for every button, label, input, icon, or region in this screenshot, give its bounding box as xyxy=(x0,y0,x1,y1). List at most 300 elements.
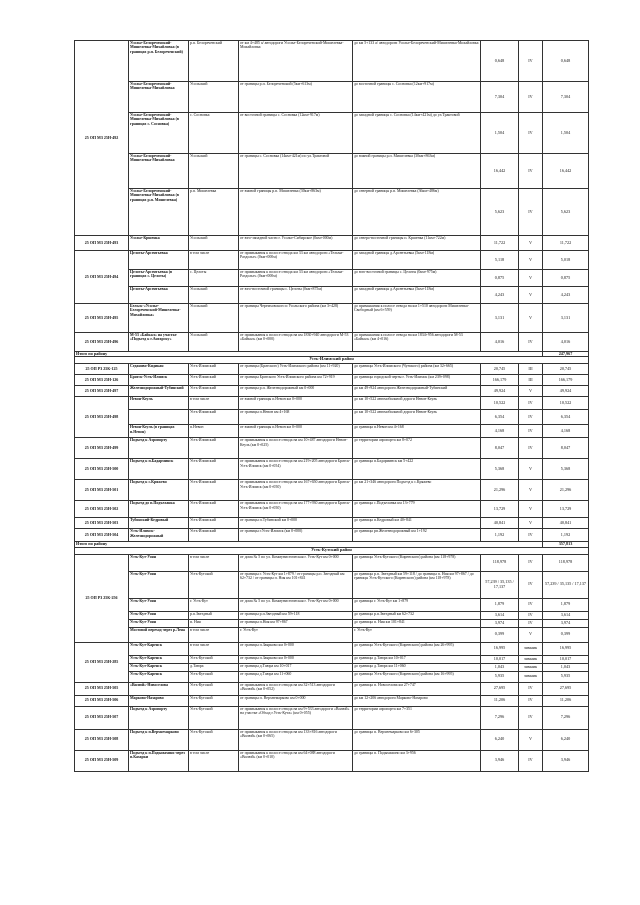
road-length: 7,304 xyxy=(481,82,519,113)
road-category: V xyxy=(519,304,543,333)
road-name xyxy=(129,410,189,425)
road-start: от примыкания к полосе отвода на км 219+205 автодороги Братск-Усть-Илимск (км 0+054) xyxy=(239,459,353,480)
road-code: 25 ОП РЗ 25К-256 xyxy=(75,554,129,642)
road-total: 6,240 xyxy=(543,729,589,750)
road-length: 7,296 xyxy=(481,706,519,729)
road-district: г. Усть-Кут xyxy=(189,598,239,611)
road-length: 118,978 xyxy=(481,554,519,571)
road-name: Усолье-Кршенка xyxy=(129,236,189,251)
table-row xyxy=(75,304,589,333)
road-total: 7,296 xyxy=(543,706,589,729)
road-start: от границы п.Заярково км 0+000 xyxy=(239,642,353,655)
road-category: V xyxy=(519,518,543,529)
road-district: в том числе xyxy=(189,397,239,410)
road-length: 0,875 xyxy=(481,270,519,287)
road-total: 5,368 xyxy=(543,459,589,480)
road-name: Усолье-Белореченский-Мишелевка-Михайловка xyxy=(129,82,189,113)
road-end: до восточной границы с. Сосновка (12км+917м) xyxy=(353,82,481,113)
road-name: Невон-Кеуль (в границах п.Невон) xyxy=(129,425,189,438)
road-district: Усть-Илимский xyxy=(189,438,239,459)
road-length: 6,240 xyxy=(481,729,519,750)
table-row xyxy=(75,598,589,611)
road-category: V xyxy=(519,270,543,287)
road-total: 21,296 xyxy=(543,480,589,501)
road-total: 3,131 xyxy=(543,304,589,333)
road-end: до западной границы с. Сосновка (14км+421м) до ул.Трактовой xyxy=(353,113,481,154)
road-code: 25 ОП МЗ 25Н-499 xyxy=(75,438,129,459)
table-row xyxy=(75,663,589,671)
road-total: 6,354 xyxy=(543,410,589,425)
road-length: 4,016 xyxy=(481,333,519,352)
road-length: 16,442 xyxy=(481,154,519,189)
road-district: Усольский xyxy=(189,82,239,113)
road-end: до границы п. Подымахино км 3+956 xyxy=(353,750,481,771)
road-category: IV xyxy=(519,113,543,154)
section-row xyxy=(75,357,589,364)
road-start: от границы г. Усть-Кут км 1+879 / от границы р.п. Звездный км 62+732 / от границы п. Ния км 101+841 xyxy=(239,571,353,598)
road-end: до западной границы д.Арсентьевка (5км+118м) xyxy=(353,251,481,270)
road-name: Усть-Кут-Уоян xyxy=(129,611,189,619)
road-district: п. Ния xyxy=(189,619,239,627)
road-name: Усолье-Белореченский-Мишелевка-Михайловка (в границах р.п. Белореченский) xyxy=(129,41,189,82)
road-district: в том числе xyxy=(189,627,239,642)
road-start: от границы д.Таюра км 11+060 xyxy=(239,671,353,682)
road-category: зимник xyxy=(519,671,543,682)
road-category: V xyxy=(519,459,543,480)
table-row xyxy=(75,364,589,375)
road-category: V xyxy=(519,287,543,304)
road-end: до северной границы р.п. Мишелевка (36км+486м) xyxy=(353,189,481,236)
road-length: 0,399 xyxy=(481,627,519,642)
table-row xyxy=(75,375,589,386)
road-end: до северо-восточной границы п. Кршенка (11км+722м) xyxy=(353,236,481,251)
road-total: 4,016 xyxy=(543,333,589,352)
road-district: Усольский xyxy=(189,287,239,304)
road-start: от границы р.п. Белореченский (5км+613м) xyxy=(239,82,353,113)
road-category: IV xyxy=(519,41,543,82)
road-code: 25 ОП МЗ 25Н-509 xyxy=(75,750,129,771)
table-row xyxy=(75,706,589,729)
road-end: до границы с.Подъеланка км 13+779 xyxy=(353,501,481,518)
road-start: от примыкания к полосе отвода на км 167+650 автодороги Братск-Усть-Илимск (км 0+050) xyxy=(239,480,353,501)
road-end: до км 12+206 автодороги Марково-Назарово xyxy=(353,695,481,706)
road-total: 3,974 xyxy=(543,619,589,627)
table-row xyxy=(75,287,589,304)
road-length: 20,745 xyxy=(481,364,519,375)
road-district: Усть-Илимский xyxy=(189,375,239,386)
table-row xyxy=(75,189,589,236)
road-start: от границы п.Ния км 97+867 xyxy=(239,619,353,627)
road-category: IV xyxy=(519,571,543,598)
road-name: Подъезд к п.Подымахино через п.Казарки xyxy=(129,750,189,771)
road-name: Подъезд до п.Подъеланка xyxy=(129,501,189,518)
road-start: от примыкания к полосе отвода на км 9+533 автодороги «Вилюй» на участке «Обход г.Усть-Кута» (км 0+055) xyxy=(239,706,353,729)
road-total: 13,729 xyxy=(543,501,589,518)
road-code: 25 ОП МЗ 25Н-508 xyxy=(75,729,129,750)
road-category: зимник xyxy=(519,655,543,663)
road-code: 25 ОП МЗ 25Н-502 xyxy=(75,501,129,518)
road-start: от примыкания к полосе отвода км 33 км автодороги «Тельма-Раздолье» (0км+000м) xyxy=(239,270,353,287)
road-category: IV xyxy=(519,750,543,771)
road-start: от примыкания к полосе отвода на км 133+816 автодороги «Вилюй» (км 0+065) xyxy=(239,729,353,750)
road-end: до границы рп.Железнодорожный км 1+192 xyxy=(353,529,481,542)
road-total: 20,745 xyxy=(543,364,589,375)
road-start: от примыкания к полосе отвода на км 177+930 автодороги Братск-Усть-Илимск (км 0+050) xyxy=(239,501,353,518)
road-category: IV xyxy=(519,82,543,113)
road-length: 16,995 xyxy=(481,642,519,655)
table-row xyxy=(75,270,589,287)
road-category: IV xyxy=(519,554,543,571)
document-page xyxy=(74,40,588,772)
road-total: 1,879 xyxy=(543,598,589,611)
road-start: от примыкания к полосе отвода на км 10+487 автодороги Невон-Кеуль (км 0+025) xyxy=(239,438,353,459)
road-district: р.п.Звездный xyxy=(189,611,239,619)
road-code: 25 ОП МЗ 25Н-507 xyxy=(75,706,129,729)
road-start: от примыкания к полосе отвода на км 64+088 автодороги «Вилюй» (км 0+010) xyxy=(239,750,353,771)
road-start: от границы д.Таюра км 10+017 xyxy=(239,663,353,671)
table-row xyxy=(75,480,589,501)
road-end: до территории аэропорта км 8+072 xyxy=(353,438,481,459)
road-name: Седаново-Кидикан xyxy=(129,364,189,375)
road-district: Усть-Кутский xyxy=(189,706,239,729)
road-start: от дома № 5 по ул. Коммунистическая г. Усть-Кут км 0+000 xyxy=(239,598,353,611)
table-row xyxy=(75,236,589,251)
table-row xyxy=(75,529,589,542)
road-end: до км 5+133 а/ автодороги Усолье-Белореченский-Мишелевка-Михайловка xyxy=(353,41,481,82)
road-category: IV xyxy=(519,695,543,706)
road-length: 5,935 xyxy=(481,671,519,682)
road-district: Усольский xyxy=(189,154,239,189)
table-row xyxy=(75,501,589,518)
table-row xyxy=(75,113,589,154)
road-code: 25 ОП МЗ 25Н-500 xyxy=(75,459,129,480)
road-code: 25 ОП МЗ 25Н-496 xyxy=(75,333,129,352)
road-total: 27,695 xyxy=(543,682,589,695)
total-label: Итого по району xyxy=(75,352,543,357)
road-end: до границы п.Кедровый км 40+841 xyxy=(353,518,481,529)
road-category: зимник xyxy=(519,642,543,655)
road-district: Усть-Илимский xyxy=(189,518,239,529)
road-length: 57,239 / 35,135 / 17,137 xyxy=(481,571,519,598)
road-category: III xyxy=(519,364,543,375)
road-start: от восточной границы с. Сосновка (12км+917м) xyxy=(239,113,353,154)
road-length: 27,695 xyxy=(481,682,519,695)
road-category: IV xyxy=(519,425,543,438)
road-district: Усть-Кутский xyxy=(189,682,239,695)
road-name: Подъезд к п.Верхнемарково xyxy=(129,729,189,750)
road-total: 166,179 xyxy=(543,375,589,386)
road-code: 25 ОП МЗ 25Н-503 xyxy=(75,518,129,529)
table-row xyxy=(75,438,589,459)
road-code: 25 ОП МЗ 25Н-492 xyxy=(75,41,129,236)
road-total: 0,875 xyxy=(543,270,589,287)
road-category: V xyxy=(519,729,543,750)
table-row xyxy=(75,82,589,113)
road-category: IV xyxy=(519,598,543,611)
road-end: до юго-восточной границы с. Целоты (0км+975м) xyxy=(353,270,481,287)
road-start: от границы п.Невон км 4+168 xyxy=(239,410,353,425)
road-category: IV xyxy=(519,438,543,459)
road-start: от границы п.Заярково км 0+000 xyxy=(239,655,353,663)
road-category: V xyxy=(519,627,543,642)
road-name: «Вилюй»-Новоселова xyxy=(129,682,189,695)
road-total: 16,442 xyxy=(543,154,589,189)
road-district: Усть-Илимский xyxy=(189,480,239,501)
road-category: V xyxy=(519,236,543,251)
road-total: 8,047 xyxy=(543,438,589,459)
road-start: от границы с. Сосновка (14км+421м) по ул.Трактовой xyxy=(239,154,353,189)
road-start: от дома № 5 по ул. Коммунистическая г. Усть-Кут км 0+000 xyxy=(239,554,353,571)
road-total: 5,623 xyxy=(543,189,589,236)
road-name: Братск-Усть-Илимск xyxy=(129,375,189,386)
road-name: Усть-Кут-Каренск xyxy=(129,655,189,663)
table-row xyxy=(75,655,589,663)
table-row xyxy=(75,154,589,189)
road-length: 21,296 xyxy=(481,480,519,501)
road-total: 118,978 xyxy=(543,554,589,571)
road-length: 3,974 xyxy=(481,619,519,627)
road-district: Усть-Кутский xyxy=(189,729,239,750)
road-total: 57,239 / 35,135 / 17,137 xyxy=(543,571,589,598)
road-category: IV xyxy=(519,611,543,619)
road-name: Целоты-Арсентьевка xyxy=(129,287,189,304)
table-row xyxy=(75,619,589,627)
roads-table xyxy=(74,40,589,772)
road-end: до км 21+346 автодороги Подъезд к с.Кряжево xyxy=(353,480,481,501)
road-district: Усть-Кутский xyxy=(189,671,239,682)
road-name: Подъезд к с.Кряжево xyxy=(129,480,189,501)
road-length: 0,648 xyxy=(481,41,519,82)
road-code: 25 ОП МЗ 25Н-285 xyxy=(75,642,129,682)
road-length: 10,522 xyxy=(481,397,519,410)
road-end: до территории аэропорта км 7+351 xyxy=(353,706,481,729)
road-end: до границы городской черты г. Усть-Илимск (км 239+098) xyxy=(353,375,481,386)
road-district: Усть-Кутский xyxy=(189,655,239,663)
table-row xyxy=(75,671,589,682)
table-row xyxy=(75,695,589,706)
table-row xyxy=(75,729,589,750)
road-category: IV xyxy=(519,397,543,410)
road-end: до границы д.Таюра км 11+060 xyxy=(353,663,481,671)
road-district: с. Сосновка xyxy=(189,113,239,154)
table-row xyxy=(75,642,589,655)
road-code: 25 ОП РЗ 25К-125 xyxy=(75,364,129,375)
road-end: до границы п. Новоселова км 27+747 xyxy=(353,682,481,695)
road-start: от границы Черемховского и Усольского района (км 3+428) xyxy=(239,304,353,333)
road-total: 11,206 xyxy=(543,695,589,706)
road-code: 25 ОП МЗ 25Н-501 xyxy=(75,480,129,501)
road-start: от границы р.п.Звездный км 59+118 xyxy=(239,611,353,619)
road-length: 11,206 xyxy=(481,695,519,706)
road-district: с. Целоты xyxy=(189,270,239,287)
road-code: 25 ОП МЗ 25Н-504 xyxy=(75,529,129,542)
table-row xyxy=(75,459,589,480)
road-end: до км 49+924 автодороги Железнодорожный-Тубинский xyxy=(353,386,481,397)
road-name: Подъезд к Аэропорту xyxy=(129,706,189,729)
road-total: 7,304 xyxy=(543,82,589,113)
road-total: 3,614 xyxy=(543,611,589,619)
road-start: от границы р.п. Железнодорожный км 0+000 xyxy=(239,386,353,397)
road-total: 10,017 xyxy=(543,655,589,663)
table-row xyxy=(75,397,589,410)
road-length: 4,243 xyxy=(481,287,519,304)
road-district: Усть-Илимский xyxy=(189,529,239,542)
road-code: 25 ОП МЗ 25Н-497 xyxy=(75,386,129,397)
road-category: V xyxy=(519,386,543,397)
road-total: 4,168 xyxy=(543,425,589,438)
road-length: 1,879 xyxy=(481,598,519,611)
road-length: 11,722 xyxy=(481,236,519,251)
road-end: до границы Усть-Илимского (Чунского) района (км 32+665) xyxy=(353,364,481,375)
road-end: до км 10+522 автомобильной дороги Невон-Кеуль xyxy=(353,410,481,425)
road-end: до границы Усть-Кутского (Киренского) района (км 118+978) xyxy=(353,554,481,571)
road-end: до границы Усть-Кутского (Киренского) района (км 26+995) xyxy=(353,642,481,655)
road-district: п.Невон xyxy=(189,425,239,438)
road-total: 49,924 xyxy=(543,386,589,397)
road-code: 25 ОП МЗ 25Н-495 xyxy=(75,304,129,333)
table-row xyxy=(75,611,589,619)
road-name: М-53 «Байкал» на участке «Подъезд к г.Ангарску» xyxy=(129,333,189,352)
road-district: в том числе xyxy=(189,750,239,771)
road-name: Бельск-«Усолье-Белореченский-Мишелевка-Михайловка» xyxy=(129,304,189,333)
road-code: 25 ОП МЗ 25Н-126 xyxy=(75,375,129,386)
road-name: Усолье-Белореченский-Мишелевка-Михайловка (в границах с. Сосновка) xyxy=(129,113,189,154)
road-district: в том числе xyxy=(189,554,239,571)
road-start: от южной границы р.п. Мишелевка (30км+863м) xyxy=(239,189,353,236)
road-name: Усть-Кут-Каренск xyxy=(129,663,189,671)
road-category: IV xyxy=(519,619,543,627)
road-district: р.п. Белореченский xyxy=(189,41,239,82)
road-total: 1,192 xyxy=(543,529,589,542)
table-row xyxy=(75,425,589,438)
road-name: Усть-Кут-Уоян xyxy=(129,598,189,611)
road-name: Усть-Кут-Уоян xyxy=(129,619,189,627)
table-row xyxy=(75,333,589,352)
road-length: 1,192 xyxy=(481,529,519,542)
road-category: V xyxy=(519,480,543,501)
road-district: в том числе xyxy=(189,642,239,655)
table-row xyxy=(75,571,589,598)
road-name: Усть-Кут-Каренск xyxy=(129,671,189,682)
road-name: Марково-Назарово xyxy=(129,695,189,706)
road-code: 25 ОП МЗ 25Н-494 xyxy=(75,251,129,304)
road-total: 16,995 xyxy=(543,642,589,655)
road-length: 10,017 xyxy=(481,655,519,663)
road-district: Усольский xyxy=(189,236,239,251)
road-name: Усть-Кут-Уоян xyxy=(129,571,189,598)
road-name: Целоты-Арсентьевка (в границах с. Целоты) xyxy=(129,270,189,287)
road-district: Усть-Илимский xyxy=(189,410,239,425)
road-district: Усть-Илимский xyxy=(189,501,239,518)
road-start: от примыкания к полосе отвода на км 32+513 автодороги «Вилюй» (км 0+052) xyxy=(239,682,353,695)
road-name: Усолье-Белореченский-Мишелевка-Михайловка xyxy=(129,154,189,189)
road-name: Усть-Илимск-Железнодорожный xyxy=(129,529,189,542)
road-length: 3,614 xyxy=(481,611,519,619)
road-name: Целоты-Арсентьевка xyxy=(129,251,189,270)
road-length: 5,118 xyxy=(481,251,519,270)
road-end: до границы р.п. Звездный км 59+118 / до границы п. Ния км 97+867 / до границы Усть-Кутского (Киренского) района (км 118+978) xyxy=(353,571,481,598)
road-name: Тубинский-Кедровый xyxy=(129,518,189,529)
table-row xyxy=(75,251,589,270)
road-end: до примыкания к полосе отвода на км 1+510 автодороги Мишелевка-Свободный (км 6+559) xyxy=(353,304,481,333)
road-start: от границы г.Усть-Илимск (км 0+000) xyxy=(239,529,353,542)
road-total: 11,722 xyxy=(543,236,589,251)
road-length: 1,043 xyxy=(481,663,519,671)
section-row xyxy=(75,547,589,554)
road-code: 25 ОП МЗ 25Н-498 xyxy=(75,397,129,438)
road-total: 3,946 xyxy=(543,750,589,771)
road-district: р.п. Мишелевка xyxy=(189,189,239,236)
road-code: 25 ОП МЗ 25Н-505 xyxy=(75,682,129,695)
section-title: Усть-Кутский район xyxy=(75,547,589,554)
road-code: 25 ОП МЗ 25Н-506 xyxy=(75,695,129,706)
road-length: 5,368 xyxy=(481,459,519,480)
table-row xyxy=(75,627,589,642)
road-length: 1,504 xyxy=(481,113,519,154)
road-name: Усть-Кут-Каренск xyxy=(129,642,189,655)
road-length: 40,841 xyxy=(481,518,519,529)
road-start: г. Усть-Кут xyxy=(239,627,353,642)
road-length: 49,924 xyxy=(481,386,519,397)
road-end: до примыкания к полосе отвода на км 1834+956 автодороги М-53 «Байкал» (км 4+016) xyxy=(353,333,481,352)
road-end: до границы п.Невон км 4+168 xyxy=(353,425,481,438)
road-length: 166,179 xyxy=(481,375,519,386)
road-start: от границы Братского Усть-Илимского района км 72+919 xyxy=(239,375,353,386)
table-row xyxy=(75,410,589,425)
road-end: до границы Усть-Кутского (Киренского) района (км 16+995) xyxy=(353,671,481,682)
road-length: 13,729 xyxy=(481,501,519,518)
road-district: Усть-Кутский xyxy=(189,695,239,706)
road-length: 5,623 xyxy=(481,189,519,236)
road-category: V xyxy=(519,501,543,518)
table-row xyxy=(75,554,589,571)
road-name: Усть-Кут-Уоян xyxy=(129,554,189,571)
road-start: от границы п.Тубинский км 0+000 xyxy=(239,518,353,529)
road-length: 4,168 xyxy=(481,425,519,438)
road-category: IV xyxy=(519,189,543,236)
road-total: 4,243 xyxy=(543,287,589,304)
table-row xyxy=(75,750,589,771)
road-name: Подъезд к Аэропорту xyxy=(129,438,189,459)
road-code: 25 ОП МЗ 25Н-493 xyxy=(75,236,129,251)
road-total: 0,648 xyxy=(543,41,589,82)
road-district: в том числе xyxy=(189,251,239,270)
road-end: до западной границы д.Арсентьевка (5км+118м) xyxy=(353,287,481,304)
road-end: до границы д.Таюра км 10+017 xyxy=(353,655,481,663)
total-value: 357,813 xyxy=(543,542,589,547)
road-total: 5,935 xyxy=(543,671,589,682)
road-start: от юго-восточной границы с. Целоты (0км+875м) xyxy=(239,287,353,304)
road-district: Усть-Кутский xyxy=(189,571,239,598)
road-length: 3,946 xyxy=(481,750,519,771)
road-start: от примыкания к полосе отвода на км 1830+940 автодороги М-53 «Байкал» (км 0+000) xyxy=(239,333,353,352)
road-start: от южной границы п.Невон км 0+000 xyxy=(239,425,353,438)
road-start: от южной границы п.Невон км 0+000 xyxy=(239,397,353,410)
road-start: от км 4+485 а/ автодороги Усолье-Белореченский-Мишелевка-Михайловка xyxy=(239,41,353,82)
road-district: Усть-Илимский xyxy=(189,459,239,480)
section-title: Усть-Илимский район xyxy=(75,357,589,364)
table-row xyxy=(75,41,589,82)
road-category: зимник xyxy=(519,663,543,671)
road-district: Усольский xyxy=(189,333,239,352)
road-total: 0,399 xyxy=(543,627,589,642)
road-category: IV xyxy=(519,706,543,729)
road-start: от границы п. Верхнемарково км 0+000 xyxy=(239,695,353,706)
road-category: III xyxy=(519,375,543,386)
road-end: до границы п. Ния км 101+841 xyxy=(353,619,481,627)
road-total: 1,504 xyxy=(543,113,589,154)
road-total: 40,841 xyxy=(543,518,589,529)
